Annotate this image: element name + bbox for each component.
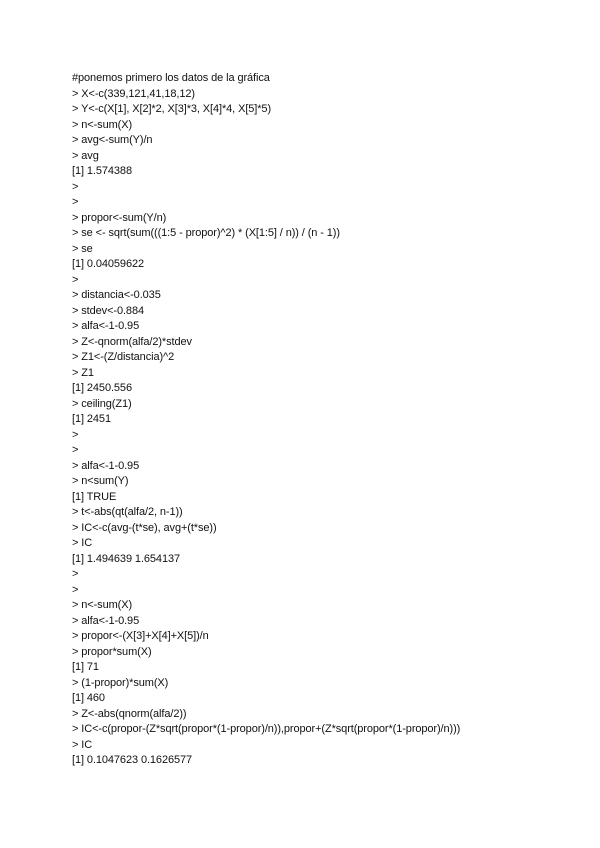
output-line: [1] 1.574388 <box>72 165 132 177</box>
console-line: > n<-sum(X) <box>72 118 133 131</box>
console-line: > alfa<-1-0.95 <box>72 320 140 332</box>
console-line: > IC <box>72 738 93 751</box>
console-line: > propor*sum(X) <box>72 645 152 658</box>
console-line: > n<sum(Y) <box>72 475 129 487</box>
console-line: > <box>72 180 79 193</box>
console-line: > propor<-(X[3]+X[4]+X[5])/n <box>72 630 209 642</box>
console-line: > <box>72 583 79 596</box>
console-line: > ceiling(Z1) <box>72 397 132 410</box>
output-line: [1] TRUE <box>72 490 117 503</box>
console-line: > <box>72 568 79 580</box>
console-line: > avg <box>72 149 99 162</box>
console-line: > <box>72 428 79 441</box>
output-line: [1] 71 <box>72 661 99 673</box>
console-line: > X<-c(339,121,41,18,12) <box>72 87 195 100</box>
output-line: [1] 0.1047623 0.1626577 <box>72 754 193 766</box>
console-line: > se <box>72 242 93 255</box>
console-line: > se <- sqrt(sum(((1:5 - propor)^2) * (X[1:5] / n)) / (n - 1)) <box>72 227 340 239</box>
console-line: > Z<-abs(qnorm(alfa/2)) <box>72 707 187 720</box>
console-line: > Z<-qnorm(alfa/2)*stdev <box>72 335 192 348</box>
console-line: > avg<-sum(Y)/n <box>72 134 153 146</box>
output-line: [1] 1.494639 1.654137 <box>72 552 181 565</box>
console-line: > <box>72 273 79 286</box>
console-line: > stdev<-0.884 <box>72 304 144 317</box>
console-line: > n<-sum(X) <box>72 599 133 611</box>
console-line: > distancia<-0.035 <box>72 289 161 301</box>
console-line: > Z1 <box>72 366 94 379</box>
console-line: > (1-propor)*sum(X) <box>72 676 169 689</box>
console-line: > Y<-c(X[1], X[2]*2, X[3]*3, X[4]*4, X[5]*5) <box>72 103 272 115</box>
console-line: > IC <box>72 537 93 549</box>
console-line: > <box>72 444 79 456</box>
console-line: > Z1<-(Z/distancia)^2 <box>72 351 175 363</box>
output-line: [1] 2450.556 <box>72 382 132 394</box>
console-line: > IC<-c(avg-(t*se), avg+(t*se)) <box>72 521 217 534</box>
console-line: > propor<-sum(Y/n) <box>72 211 167 224</box>
console-line: > <box>72 196 79 208</box>
comment-line: #ponemos primero los datos de la gráfica <box>72 72 270 84</box>
r-console-transcript <box>72 71 460 769</box>
output-line: [1] 2451 <box>72 413 111 425</box>
output-line: [1] 0.04059622 <box>72 258 145 270</box>
console-line: > alfa<-1-0.95 <box>72 614 140 627</box>
console-line: > t<-abs(qt(alfa/2, n-1)) <box>72 506 183 518</box>
console-line: > IC<-c(propor-(Z*sqrt(propor*(1-propor)/n)),propor+(Z*sqrt(propor*(1-propor)/n))) <box>72 723 461 735</box>
console-line: > alfa<-1-0.95 <box>72 459 140 472</box>
output-line: [1] 460 <box>72 692 105 704</box>
